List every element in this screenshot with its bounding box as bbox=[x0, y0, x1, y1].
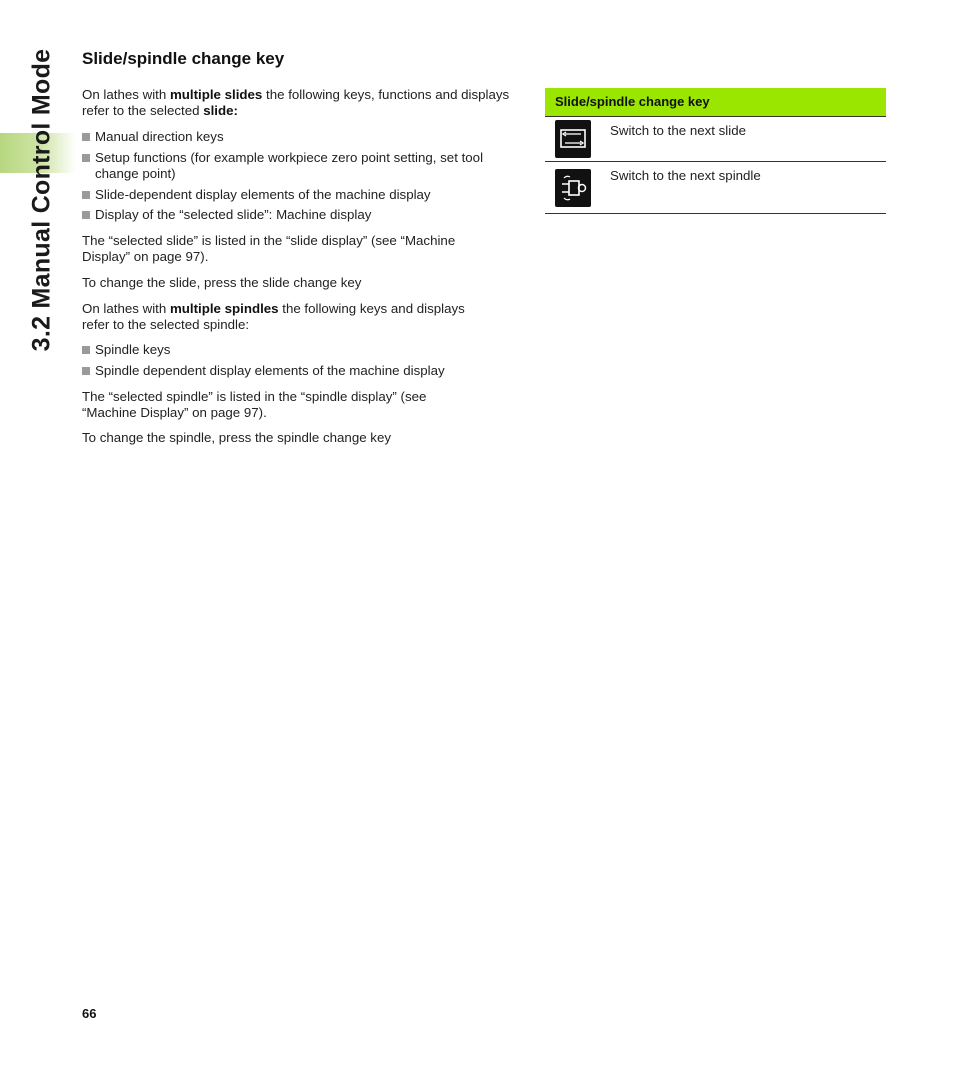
text: the following keys, functions and displays refer to the selected bbox=[82, 87, 510, 118]
text: On lathes with bbox=[82, 87, 170, 102]
table-header-label: Slide/spindle change key bbox=[555, 94, 710, 109]
bullet-icon bbox=[82, 191, 90, 199]
bullet-icon bbox=[82, 133, 90, 141]
paragraph-change-spindle: To change the spindle, press the spindle change key bbox=[82, 430, 391, 445]
slide-change-key-icon bbox=[555, 120, 591, 158]
page-number: 66 bbox=[82, 1006, 97, 1021]
row-description: Switch to the next slide bbox=[610, 123, 746, 138]
table-row bbox=[545, 117, 886, 162]
list-item-text: Spindle dependent display elements of the machine display bbox=[95, 363, 445, 378]
paragraph-selected-slide bbox=[82, 233, 455, 265]
list-item-text: Setup functions (for example workpiece zero point setting, set tool bbox=[95, 150, 484, 165]
list-item bbox=[82, 342, 170, 358]
text: refer to the selected spindle: bbox=[82, 317, 250, 332]
chapter-title: 3.2 Manual Control Mode bbox=[27, 48, 56, 352]
paragraph-selected-spindle bbox=[82, 389, 426, 421]
paragraph-multiple-spindles bbox=[82, 301, 465, 333]
list-item-text: Spindle keys bbox=[95, 342, 171, 357]
text: Display” on page 97). bbox=[82, 249, 209, 264]
text: The “selected slide” is listed in the “slide display” (see “Machine bbox=[82, 233, 456, 248]
table-row bbox=[545, 162, 886, 214]
text: “Machine Display” on page 97). bbox=[82, 405, 267, 420]
list-item bbox=[82, 363, 445, 379]
row-description: Switch to the next spindle bbox=[610, 168, 761, 183]
list-item bbox=[82, 129, 224, 145]
list-item-text: Manual direction keys bbox=[95, 129, 224, 144]
text: the following keys and displays bbox=[278, 301, 465, 316]
list-item-text: Display of the “selected slide”: Machine display bbox=[95, 207, 372, 222]
text: On lathes with bbox=[82, 301, 170, 316]
paragraph-multiple-slides bbox=[82, 87, 512, 119]
list-item bbox=[82, 187, 431, 203]
table-header bbox=[545, 88, 886, 117]
bold-text: multiple slides bbox=[169, 87, 263, 102]
bullet-icon bbox=[82, 367, 90, 375]
list-item-text: Slide-dependent display elements of the machine display bbox=[95, 187, 431, 202]
bold-text: multiple spindles bbox=[169, 301, 279, 316]
text: The “selected spindle” is listed in the “spindle display” (see bbox=[82, 389, 427, 404]
spindle-change-key-icon bbox=[555, 169, 591, 207]
bullet-icon bbox=[82, 346, 90, 354]
list-item-text: change point) bbox=[95, 166, 176, 181]
bold-text: slide: bbox=[203, 103, 238, 118]
list-item bbox=[82, 150, 535, 182]
bullet-icon bbox=[82, 154, 90, 162]
paragraph-change-slide: To change the slide, press the slide change key bbox=[82, 275, 362, 290]
bullet-icon bbox=[82, 211, 90, 219]
section-heading: Slide/spindle change key bbox=[82, 49, 285, 68]
list-item bbox=[82, 207, 371, 223]
